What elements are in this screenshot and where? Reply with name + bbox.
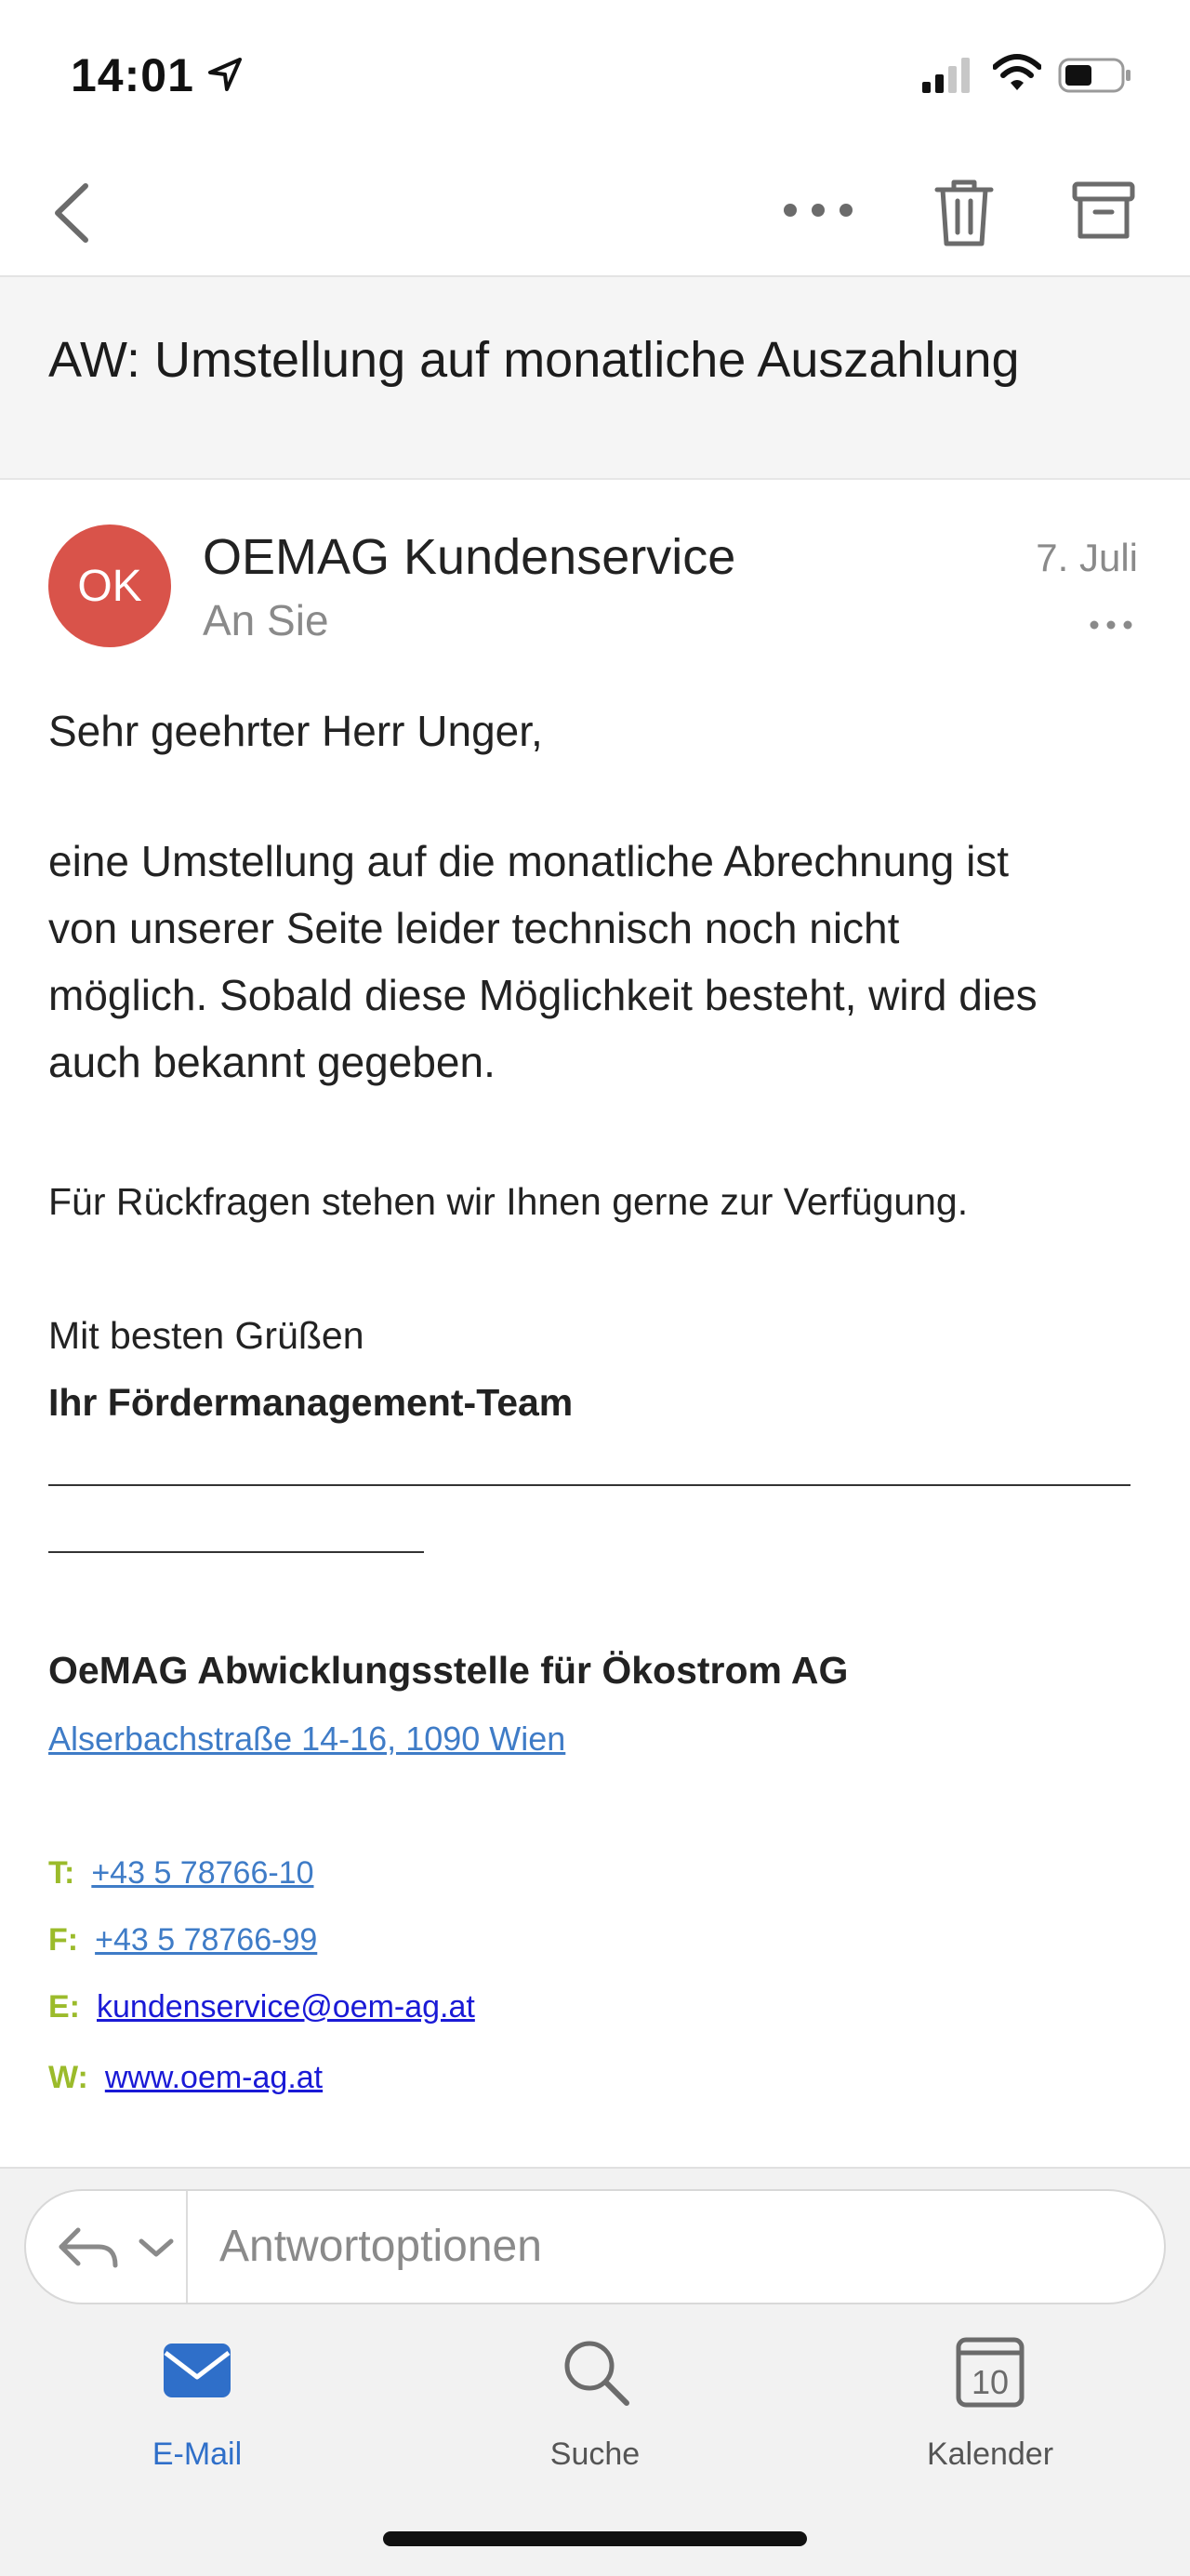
calendar-icon[interactable] xyxy=(953,2334,1027,2409)
body-paragraph xyxy=(48,828,1038,1095)
signature-divider-short xyxy=(48,1551,424,1553)
sender-more-icon[interactable] xyxy=(1088,614,1134,636)
address-link[interactable] xyxy=(48,1711,565,1767)
phone-key: T: xyxy=(48,1855,75,1891)
paragraph-line: möglich. Sobald diese Möglichkeit besteht, wird dies xyxy=(48,971,1038,1019)
mail-icon[interactable] xyxy=(160,2334,234,2409)
status-time: 14:01 xyxy=(71,49,194,101)
tab-calendar-label[interactable]: Kalender xyxy=(926,2437,1054,2472)
web-link[interactable]: www.oem-ag.at xyxy=(104,2060,324,2095)
trash-icon[interactable] xyxy=(932,175,997,249)
tab-search[interactable] xyxy=(502,2334,688,2483)
team-name: Ihr Fördermanagement-Team xyxy=(48,1381,574,1424)
message-subject: AW: Umstellung auf monatliche Auszahlung xyxy=(48,332,1020,388)
paragraph-line: von unserer Seite leider technisch noch nicht xyxy=(48,904,900,952)
wifi-icon xyxy=(993,52,1041,93)
closing-text: Mit besten Grüßen xyxy=(48,1314,364,1357)
home-indicator xyxy=(383,2531,807,2546)
greeting: Sehr geehrter Herr Unger, xyxy=(48,707,543,755)
paragraph-line: auch bekannt gegeben. xyxy=(48,1038,496,1086)
battery-icon xyxy=(1058,56,1132,95)
reply-options-label[interactable]: Antwortoptionen xyxy=(219,2222,542,2271)
fax-row xyxy=(48,1912,317,1968)
reply-action-button[interactable] xyxy=(26,2191,188,2303)
tab-mail-label[interactable]: E-Mail xyxy=(152,2437,243,2472)
message-date: 7. Juli xyxy=(1036,536,1138,579)
reply-options-field[interactable] xyxy=(24,2189,1166,2304)
message-toolbar xyxy=(0,139,1190,277)
signature-divider xyxy=(48,1484,1130,1486)
fax-link[interactable]: +43 5 78766-99 xyxy=(95,1922,318,1958)
back-icon[interactable] xyxy=(48,180,95,246)
fax-key: F: xyxy=(48,1922,79,1958)
tab-search-label[interactable]: Suche xyxy=(549,2437,641,2472)
search-icon[interactable] xyxy=(558,2334,632,2409)
phone-row xyxy=(48,1845,314,1901)
paragraph-line: eine Umstellung auf die monatliche Abrechnung ist xyxy=(48,837,1010,885)
sender-name[interactable]: OEMAG Kundenservice xyxy=(203,529,736,585)
status-bar xyxy=(0,0,1190,139)
more-icon[interactable] xyxy=(781,193,855,227)
cellular-signal-icon xyxy=(920,56,972,95)
questions-text: Für Rückfragen stehen wir Ihnen gerne zur Verfügung. xyxy=(48,1180,969,1223)
chevron-down-icon[interactable] xyxy=(138,2236,175,2260)
location-arrow-icon xyxy=(206,56,244,93)
address-text[interactable]: Alserbachstraße 14-16, 1090 Wien xyxy=(48,1720,566,1758)
email-row xyxy=(48,1979,475,2035)
email-key: E: xyxy=(48,1989,80,2025)
calendar-day: 10 xyxy=(971,2363,1010,2401)
avatar[interactable]: OK xyxy=(48,524,171,647)
phone-link[interactable]: +43 5 78766-10 xyxy=(91,1855,314,1891)
archive-icon[interactable] xyxy=(1071,179,1136,244)
reply-area xyxy=(0,2167,1190,2306)
reply-icon[interactable] xyxy=(58,2224,119,2271)
web-key: W: xyxy=(48,2060,88,2095)
recipient-label[interactable]: An Sie xyxy=(203,596,329,644)
email-link[interactable]: kundenservice@oem-ag.at xyxy=(97,1989,475,2025)
web-row xyxy=(48,2050,323,2105)
tab-mail[interactable] xyxy=(104,2334,290,2483)
tab-calendar[interactable] xyxy=(897,2334,1083,2483)
company-name: OeMAG Abwicklungsstelle für Ökostrom AG xyxy=(48,1649,849,1692)
subject-bar xyxy=(0,277,1190,480)
